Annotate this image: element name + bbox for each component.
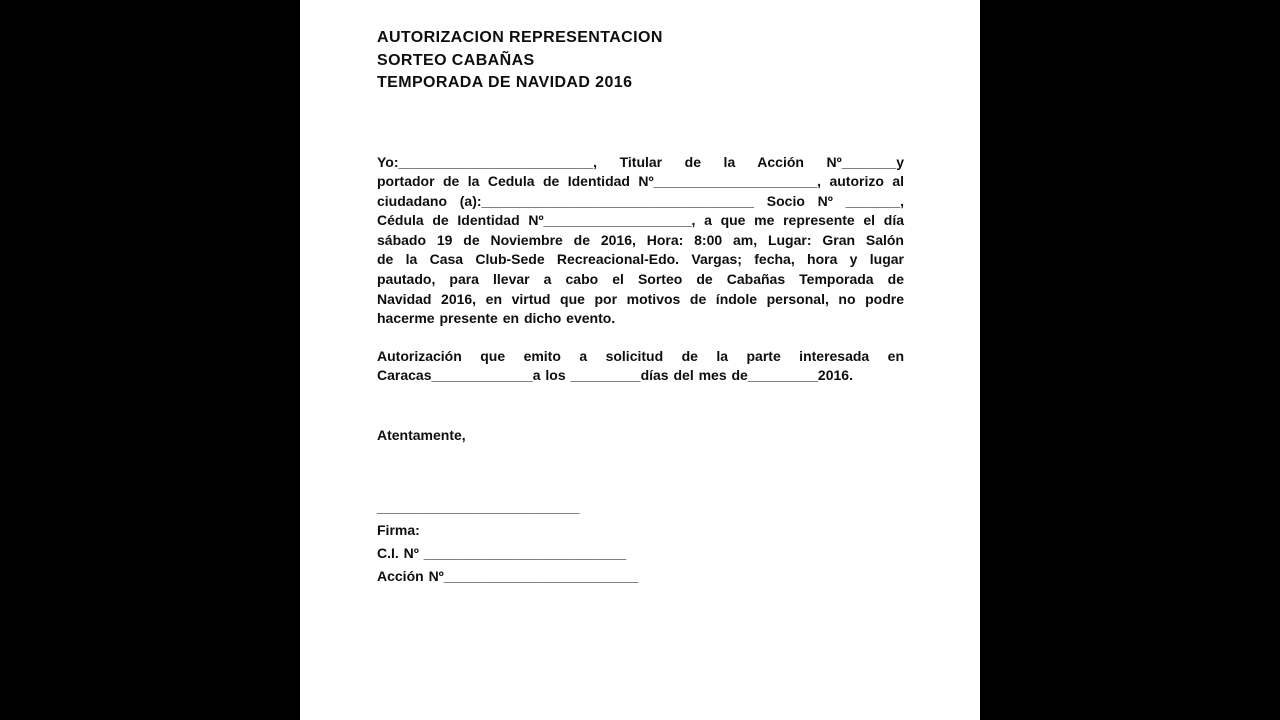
body-paragraph-2 <box>377 347 904 386</box>
signature-block <box>377 496 904 588</box>
document-title <box>377 27 904 95</box>
firma-label: Firma: <box>377 521 420 538</box>
paragraph-line: portador de la Cedula de Identidad Nº_____________________, autorizo al <box>377 173 904 190</box>
title-line-1: AUTORIZACION REPRESENTACION <box>377 29 663 46</box>
paragraph-line: Yo:_________________________, Titular de la Acción Nº_______y <box>377 153 904 170</box>
accion-line: Acción Nº_________________________ <box>377 567 639 584</box>
document-content <box>300 0 980 720</box>
title-line-3: TEMPORADA DE NAVIDAD 2016 <box>377 74 633 91</box>
closing-salutation <box>377 426 904 446</box>
paragraph-line: Navidad 2016, en virtud que por motivos de índole personal, no podre <box>377 290 904 307</box>
ci-line: C.I. Nº __________________________ <box>377 544 627 561</box>
paragraph-line: Cédula de Identidad Nº___________________, a que me represente el día <box>377 212 904 229</box>
paragraph-line: ciudadano (a):___________________________________ Socio Nº _______, <box>377 192 904 209</box>
paragraph-line: sábado 19 de Noviembre de 2016, Hora: 8:00 am, Lugar: Gran Salón <box>377 231 904 248</box>
body-paragraph-1 <box>377 153 904 329</box>
paragraph-line: Autorización que emito a solicitud de la parte interesada en <box>377 347 904 364</box>
paragraph-line: pautado, para llevar a cabo el Sorteo de Cabañas Temporada de <box>377 271 904 288</box>
document-page <box>300 0 980 720</box>
paragraph-line: de la Casa Club-Sede Recreacional-Edo. Vargas; fecha, hora y lugar <box>377 251 904 268</box>
closing-text: Atentamente, <box>377 427 466 444</box>
paragraph-line: hacerme presente en dicho evento. <box>377 310 616 327</box>
paragraph-line: Caracas_____________a los _________días del mes de_________2016. <box>377 367 853 384</box>
title-line-2: SORTEO CABAÑAS <box>377 51 535 69</box>
signature-line: __________________________ <box>377 498 580 515</box>
